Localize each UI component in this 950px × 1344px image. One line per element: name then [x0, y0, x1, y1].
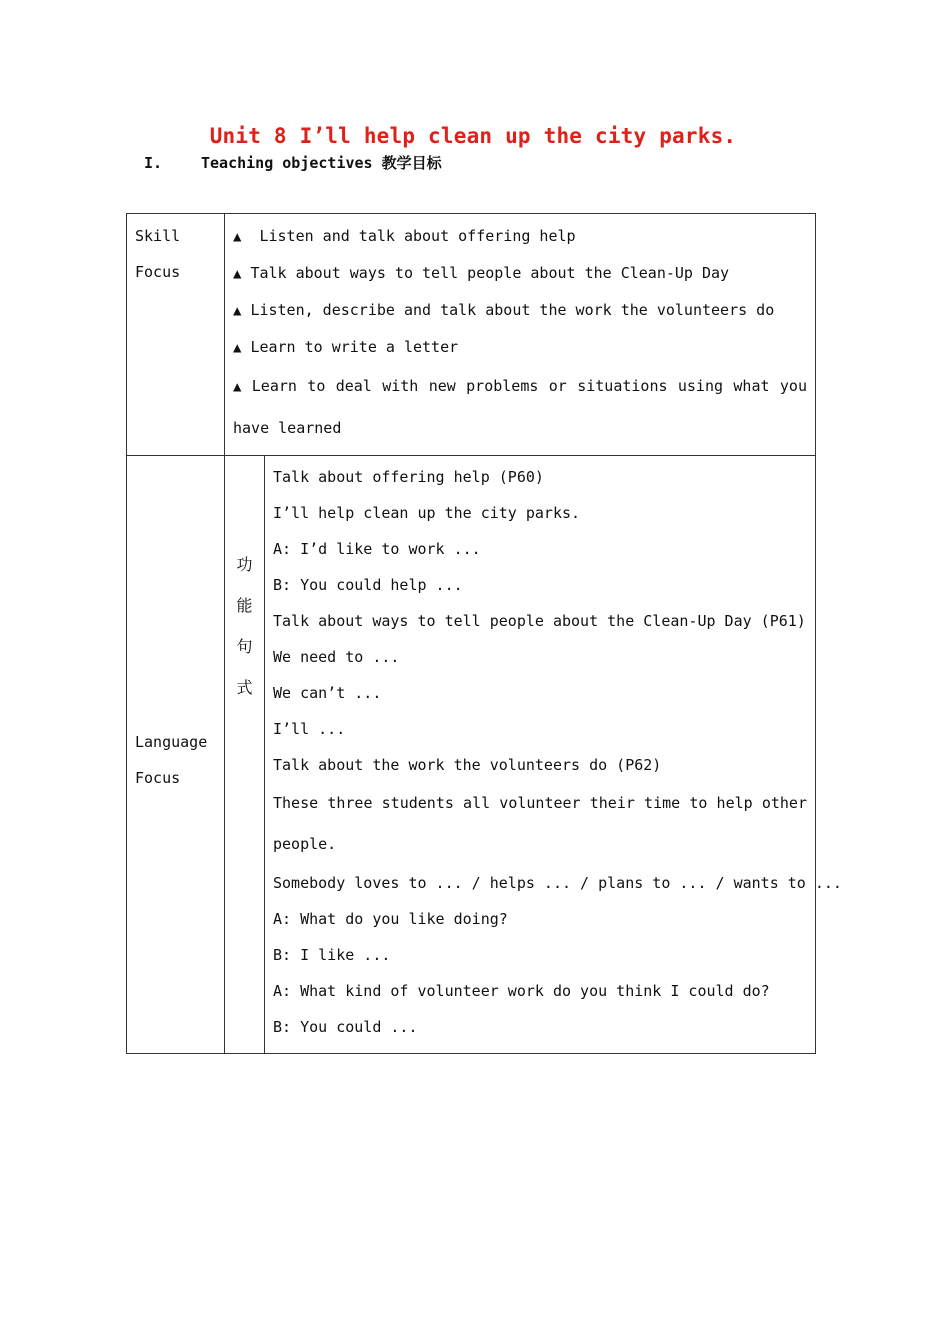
document-title: Unit 8 I’ll help clean up the city parks.	[209, 124, 737, 148]
triangle-bullet-icon: ▲	[233, 303, 242, 319]
language-line: A: What do you like doing?	[273, 910, 508, 928]
skill-focus-label	[127, 214, 225, 456]
language-line: Somebody loves to ... / helps ... / plans to ... / wants to ...	[273, 874, 842, 892]
language-line: We need to ...	[273, 648, 400, 666]
function-sentences-category	[225, 456, 265, 1054]
section-number: I.	[144, 154, 163, 172]
section-heading	[144, 152, 442, 173]
language-line: A: I’d like to work ...	[273, 540, 481, 558]
language-line: These three students all volunteer their time to help other people.	[273, 794, 807, 853]
language-line: I’ll ...	[273, 720, 346, 738]
triangle-bullet-icon: ▲	[233, 229, 242, 245]
skill-focus-row	[127, 214, 816, 456]
category-char: 功	[236, 555, 253, 574]
language-line: B: You could ...	[273, 1018, 418, 1036]
triangle-bullet-icon: ▲	[233, 266, 242, 282]
language-label-line1: Language	[135, 732, 208, 751]
skill-focus-content	[225, 214, 816, 456]
language-line: Talk about the work the volunteers do (P62)	[273, 756, 662, 774]
language-line: A: What kind of volunteer work do you think I could do?	[273, 982, 770, 1000]
language-line: I’ll help clean up the city parks.	[273, 504, 581, 522]
language-focus-content	[265, 456, 842, 1054]
skill-item: ▲ Learn to deal with new problems or situations using what you have learned	[233, 377, 807, 437]
language-line: We can’t ...	[273, 684, 382, 702]
category-char: 式	[236, 678, 253, 697]
language-focus-label	[127, 456, 225, 1054]
triangle-bullet-icon: ▲	[233, 379, 243, 395]
skill-item: ▲ Learn to write a letter	[233, 338, 459, 356]
language-line: Talk about offering help (P60)	[273, 468, 544, 486]
language-line: B: I like ...	[273, 946, 391, 964]
skill-item: ▲ Talk about ways to tell people about the Clean-Up Day	[233, 264, 730, 282]
category-char: 能	[236, 596, 253, 615]
language-line: Talk about ways to tell people about the Clean-Up Day (P61)	[273, 612, 806, 630]
skill-item: ▲ Listen and talk about offering help	[233, 227, 576, 245]
section-label: Teaching objectives 教学目标	[201, 154, 442, 172]
language-label-line2: Focus	[135, 768, 181, 787]
skill-label-line2: Focus	[135, 263, 181, 281]
language-focus-row	[127, 456, 816, 1054]
objectives-table	[126, 213, 842, 1054]
category-char: 句	[236, 637, 253, 656]
skill-label-line1: Skill	[135, 227, 181, 245]
language-line: B: You could help ...	[273, 576, 463, 594]
skill-item: ▲ Listen, describe and talk about the work the volunteers do	[233, 301, 775, 319]
triangle-bullet-icon: ▲	[233, 340, 242, 356]
